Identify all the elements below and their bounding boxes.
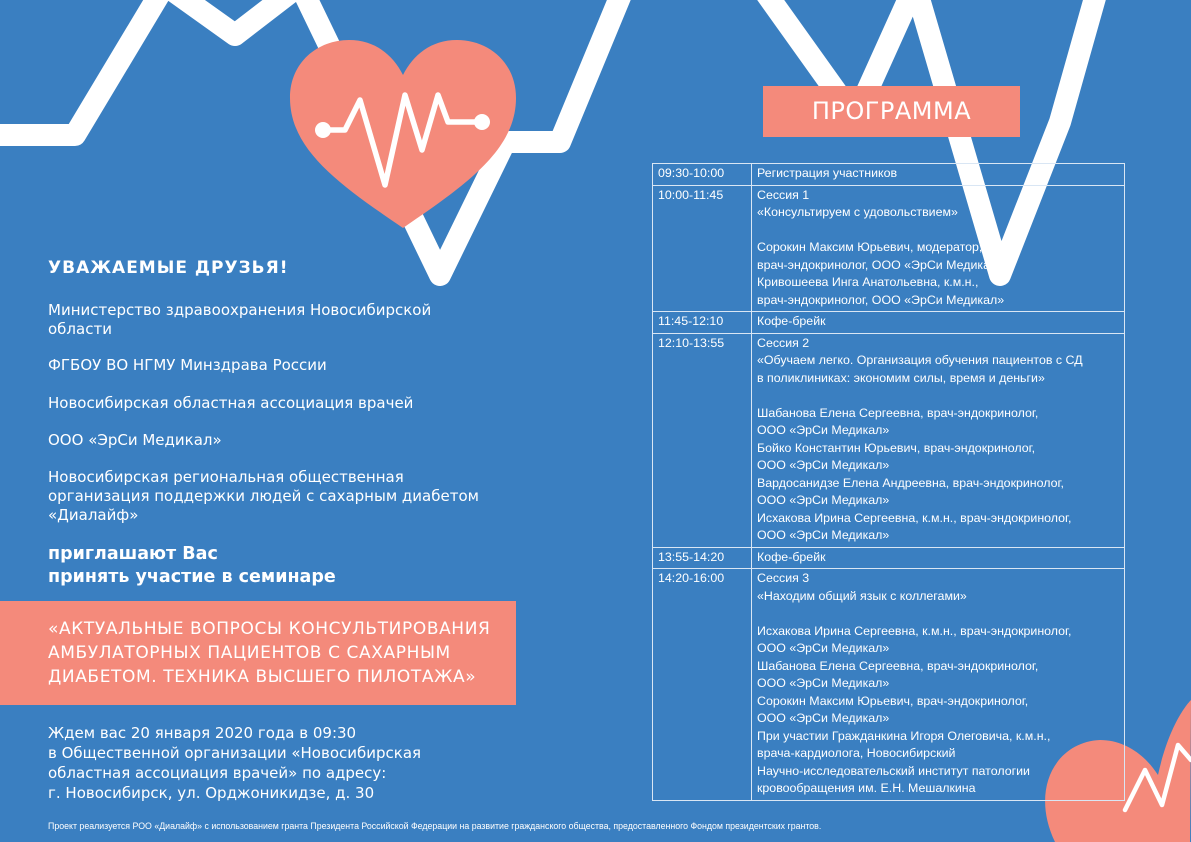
footer-note: Проект реализуется РОО «Диалайф» с использованием гранта Президента Российской Федерации на развитие гражданского общества, предоставленного Фондом президентских грантов.: [48, 821, 822, 831]
program-row: [653, 185, 1125, 312]
program-time: 09:30-10:00: [653, 164, 752, 186]
program-description: [752, 333, 1125, 547]
greeting-heading: УВАЖАЕМЫЕ ДРУЗЬЯ!: [48, 258, 289, 278]
organization-company: ООО «ЭрСи Медикал»: [48, 431, 222, 449]
program-time: 13:55-14:20: [653, 547, 752, 569]
event-venue-line: в Общественной организации «Новосибирская: [48, 744, 422, 762]
organization-university: ФГБОУ ВО НГМУ Минздрава России: [48, 356, 327, 374]
program-line: врача-кардиолога, Новосибирский: [757, 746, 956, 760]
program-line: Исхакова Ирина Сергеевна, к.м.н., врач-эндокринолог,: [757, 623, 1072, 638]
program-line: ООО «ЭрСи Медикал»: [757, 528, 890, 542]
program-line: ООО «ЭрСи Медикал»: [757, 641, 890, 655]
program-line: Бойко Константин Юрьевич, врач-эндокринолог,: [757, 440, 1036, 455]
program-line: ООО «ЭрСи Медикал»: [757, 711, 890, 725]
program-line: При участии Гражданкина Игоря Олеговича, к.м.н.,: [757, 728, 1051, 743]
program-line: Кривошеева Инга Анатольевна, к.м.н.,: [757, 275, 979, 289]
program-spacer: [757, 605, 1119, 623]
program-time: 11:45-12:10: [653, 312, 752, 334]
program-row: [653, 547, 1125, 569]
organization-ministry: Министерство здравоохранения Новосибирской области: [48, 301, 432, 338]
organization-association: Новосибирская областная ассоциация врачей: [48, 394, 414, 412]
program-line: Сессия 1: [757, 187, 810, 202]
program-line: Кофе-брейк: [757, 549, 826, 564]
program-line: Регистрация участников: [757, 166, 898, 180]
program-row: [653, 312, 1125, 334]
program-line: Вардосанидзе Елена Андреевна, врач-эндокринолог,: [757, 475, 1064, 490]
program-row: [653, 333, 1125, 547]
program-description: [752, 312, 1125, 334]
event-address-line: г. Новосибирск, ул. Орджоникидзе, д. 30: [48, 784, 375, 802]
program-line: ООО «ЭрСи Медикал»: [757, 458, 890, 472]
program-line: «Обучаем легко. Организация обучения пациентов с СД: [757, 353, 1083, 367]
program-table: [652, 163, 1125, 801]
event-venue-line: областная ассоциация врачей» по адресу:: [48, 764, 387, 782]
program-line: в поликлиниках: экономим силы, время и деньги»: [757, 370, 1045, 385]
program-spacer: [757, 387, 1119, 405]
program-line: Сорокин Максим Юрьевич, врач-эндокринолог,: [757, 693, 1029, 708]
program-spacer: [757, 222, 1119, 240]
program-time: 10:00-11:45: [653, 185, 752, 312]
program-line: ООО «ЭрСи Медикал»: [757, 423, 890, 437]
program-line: Сессия 3: [757, 571, 810, 585]
program-row: [653, 569, 1125, 801]
event-date-line: Ждем вас 20 января 2020 года в 09:30: [48, 724, 357, 742]
program-line: врач-эндокринолог, ООО «ЭрСи Медикал»: [757, 292, 1005, 307]
program-description: [752, 569, 1125, 801]
program-line: Сессия 2: [757, 335, 810, 350]
program-time: 14:20-16:00: [653, 569, 752, 801]
program-line: «Находим общий язык с коллегами»: [757, 588, 967, 603]
program-time: 12:10-13:55: [653, 333, 752, 547]
program-line: ООО «ЭрСи Медикал»: [757, 676, 890, 690]
program-line: Исхакова Ирина Сергеевна, к.м.н., врач-эндокринолог,: [757, 510, 1072, 525]
program-row: [653, 164, 1125, 186]
program-description: [752, 185, 1125, 312]
invitation-line-2: принять участие в семинаре: [48, 567, 336, 587]
invitation-text: [48, 543, 336, 589]
program-line: врач-эндокринолог, ООО «ЭрСи Медикал»: [757, 257, 1005, 272]
seminar-topic: «АКТУАЛЬНЫЕ ВОПРОСЫ КОНСУЛЬТИРОВАНИЯ АМБУЛАТОРНЫХ ПАЦИЕНТОВ С САХАРНЫМ ДИАБЕТОМ. ТЕХНИКА ВЫСШЕГО ПИЛОТАЖА»: [48, 619, 491, 687]
program-line: «Консультируем с удовольствием»: [757, 205, 958, 219]
event-details: [48, 723, 508, 803]
program-line: Кофе-брейк: [757, 314, 826, 328]
organization-dialife: Новосибирская региональная общественная организация поддержки людей с сахарным диабетом «Диалайф»: [48, 468, 479, 524]
program-line: Сорокин Максим Юрьевич, модератор,: [757, 240, 983, 254]
invitation-line-1: приглашают Вас: [48, 544, 218, 564]
program-line: Шабанова Елена Сергеевна, врач-эндокринолог,: [757, 405, 1039, 420]
program-title: ПРОГРАММА: [811, 97, 972, 125]
program-line: Научно-исследовательский институт патологии: [757, 763, 1030, 778]
program-description: [752, 164, 1125, 186]
program-line: кровообращения им. Е.Н. Мешалкина: [757, 781, 976, 795]
program-description: [752, 547, 1125, 569]
program-line: Шабанова Елена Сергеевна, врач-эндокринолог,: [757, 658, 1039, 673]
program-line: ООО «ЭрСи Медикал»: [757, 493, 890, 507]
